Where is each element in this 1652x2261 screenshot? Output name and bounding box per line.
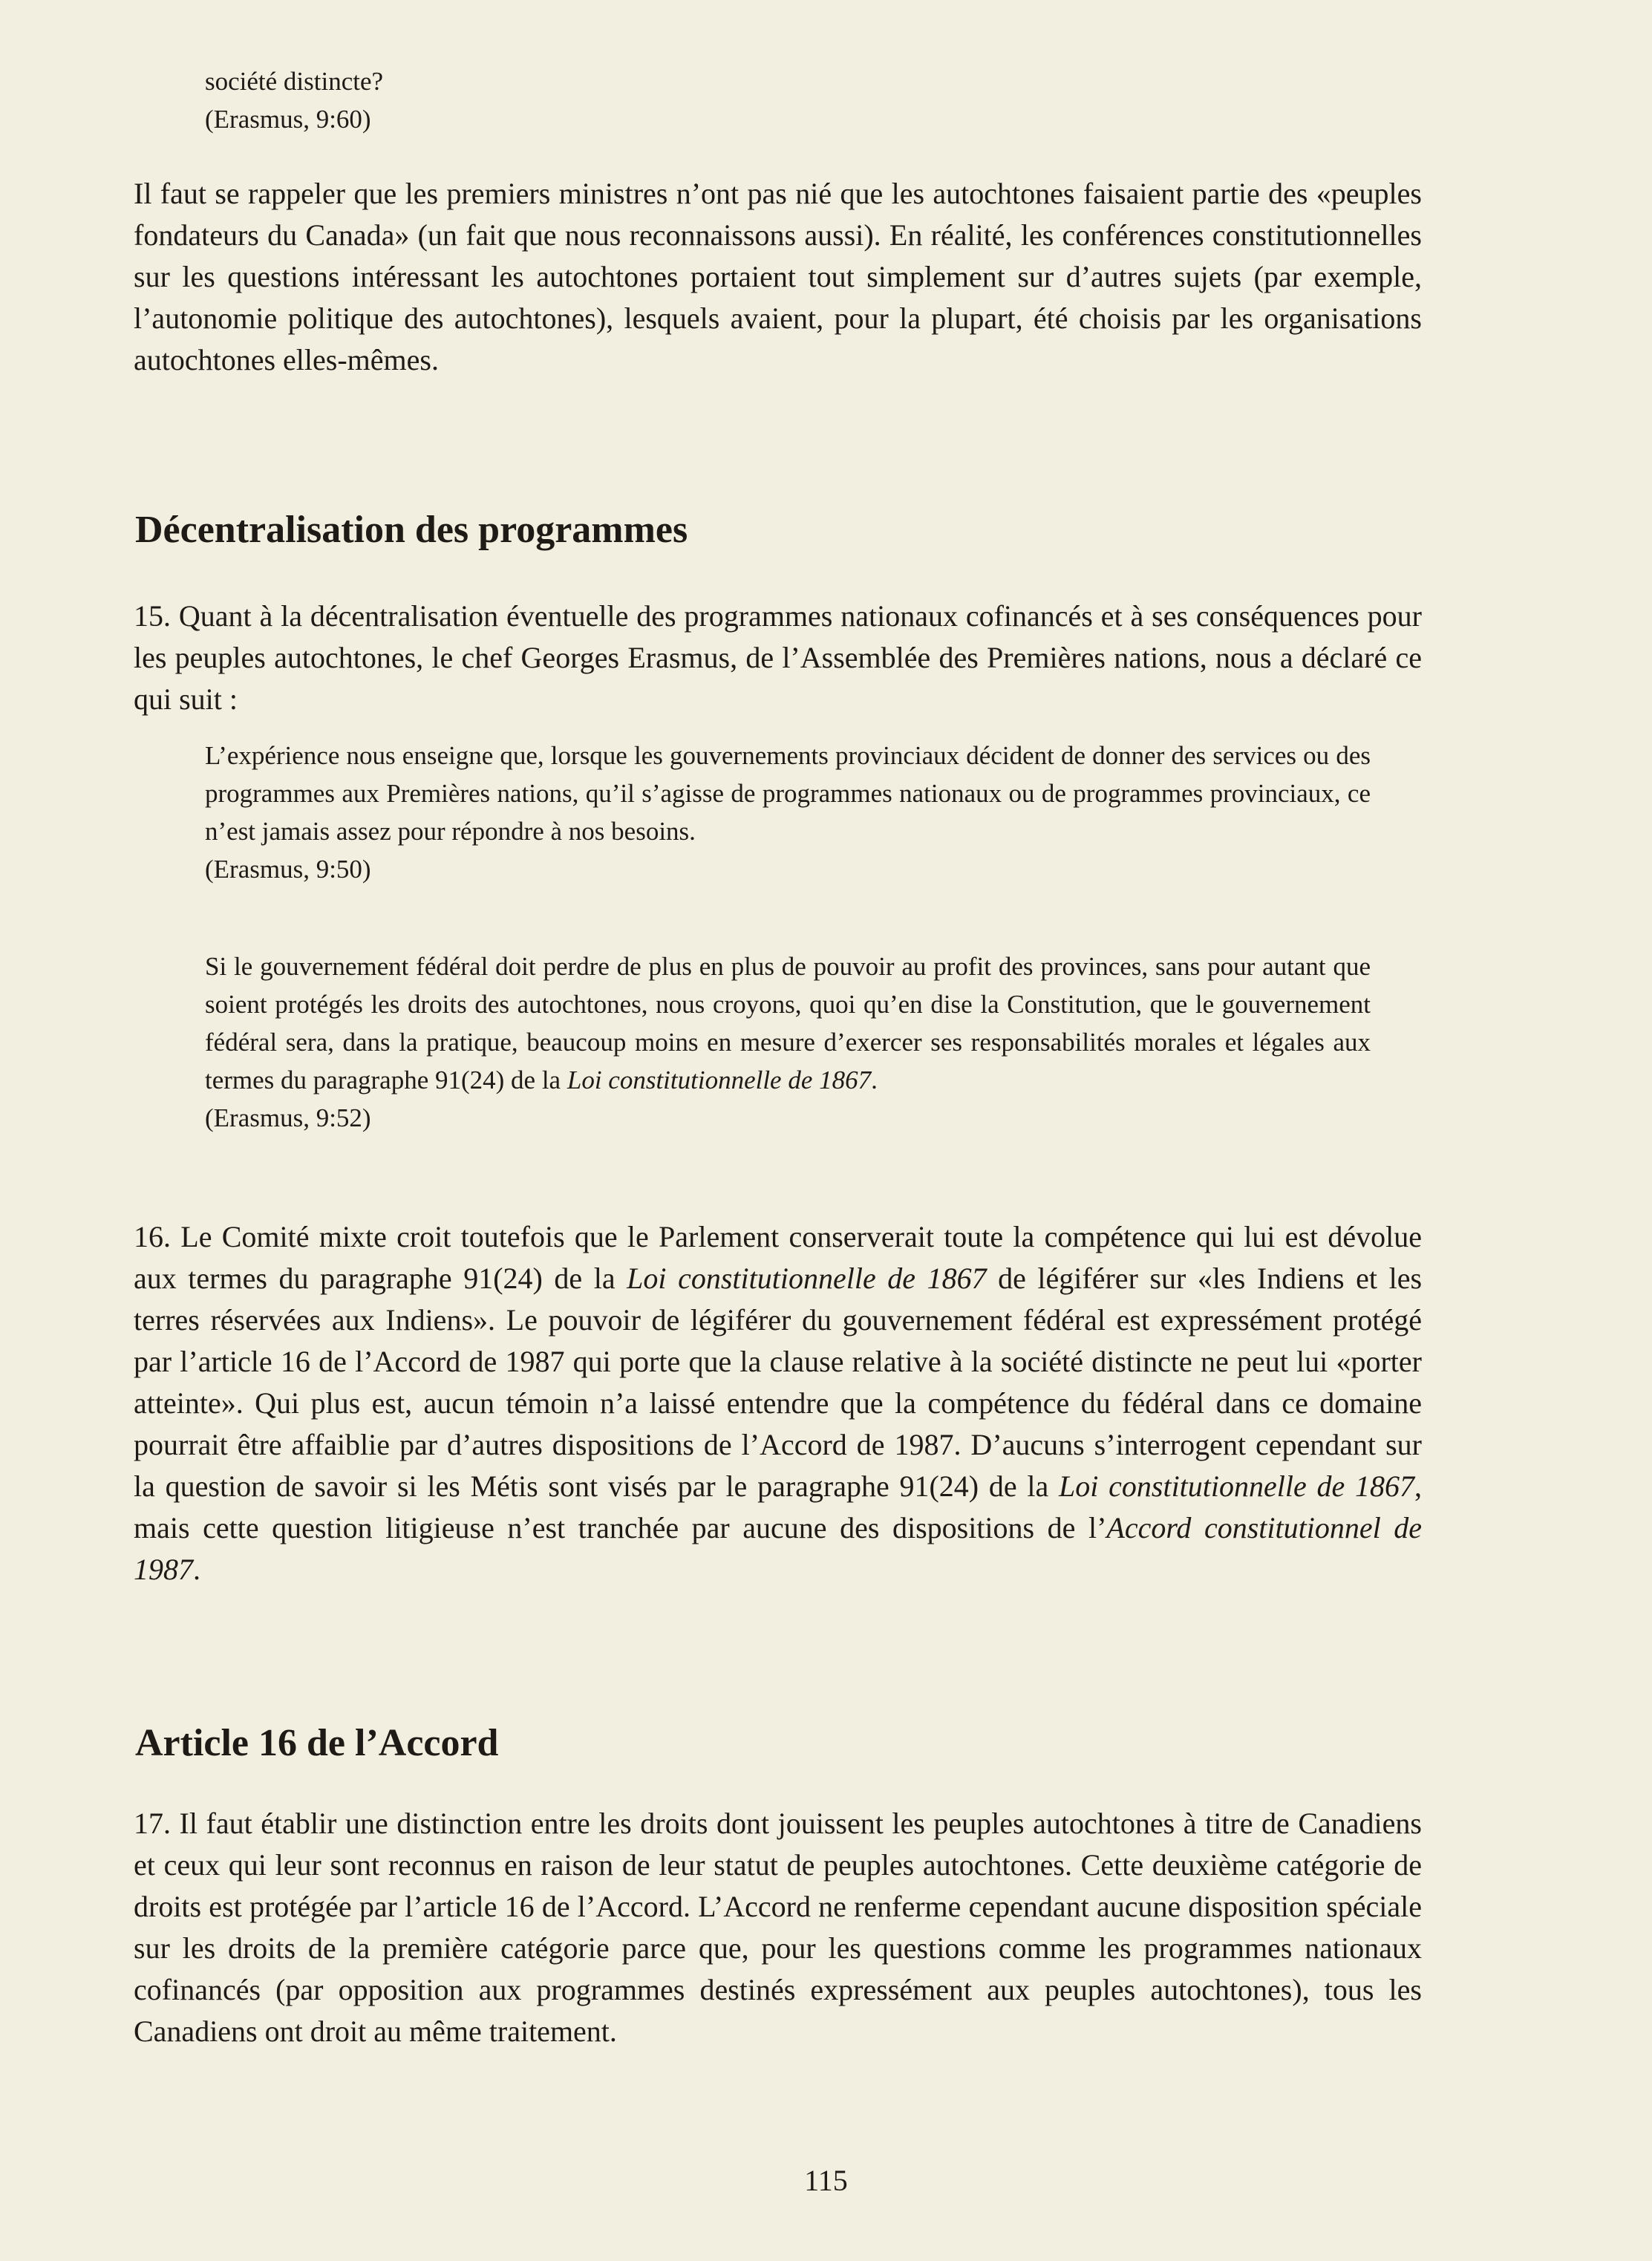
block-quote-2	[205, 947, 1371, 1137]
quote-text-end: .	[871, 1066, 878, 1094]
paragraph-text-part: de légiférer sur «les Indiens et les terres réservées aux Indiens». Le pouvoir de légiférer du gouvernement fédéral est expressément protégé par l’article 16 de l’Accord de 1987 qui porte que la clause relative à la société distincte ne peut lui «porter atteinte». Qui plus est, aucun témoin n’a laissé entendre que la compétence du fédéral dans ce domaine pourrait être affaiblie par d’autres dispositions de l’Accord de 1987. D’aucuns s’interrogent cependant sur la question de savoir si les Métis sont visés par le paragraphe 91(24) de la	[134, 1262, 1423, 1503]
paragraph-15	[134, 596, 1422, 720]
quote-top-citation: (Erasmus, 9:60)	[205, 105, 371, 134]
quote-text	[205, 947, 1371, 1099]
quote-italic-title: Loi constitutionnelle de 1867	[567, 1066, 872, 1094]
paragraph-text-part: 16. Le Comité mixte croit toutefois que le Parlement conserverait toute la compétence qui lui est dévolue aux termes du paragraphe 91(24) de la	[134, 1220, 1422, 1295]
paragraph-17	[134, 1803, 1422, 2052]
page-number: 115	[804, 2164, 848, 2197]
paragraph-16	[134, 1216, 1422, 1590]
quote-citation: (Erasmus, 9:50)	[205, 855, 371, 884]
quote-top-text: société distincte?	[205, 67, 384, 96]
paragraph-text	[134, 1216, 1422, 1590]
paragraph-text: 15. Quant à la décentralisation éventuelle des programmes nationaux cofinancés et à ses conséquences pour les peuples autochtones, le chef Georges Erasmus, de l’Assemblée des Premières nations, nous a déclaré ce qui suit :	[134, 599, 1422, 716]
section-heading-article-16: Article 16 de l’Accord	[135, 1722, 499, 1764]
block-quote-1	[205, 737, 1371, 888]
paragraph-14-continued	[134, 173, 1422, 381]
section-heading-decentralisation: Décentralisation des programmes	[135, 509, 688, 551]
quote-citation: (Erasmus, 9:52)	[205, 1103, 371, 1132]
paragraph-text: 17. Il faut établir une distinction entre les droits dont jouissent les peuples autochtones à titre de Canadiens et ceux qui leur sont reconnus en raison de leur statut de peuples autochtones. Cette deuxième catégorie de droits est protégée par l’article 16 de l’Accord. L’Accord ne renferme cependant aucune disposition spéciale sur les droits de la première catégorie parce que, pour les questions comme les programmes nationaux cofinancés (par opposition aux programmes destinés expressément aux peuples autochtones), tous les Canadiens ont droit au même traitement.	[134, 1807, 1422, 2048]
italic-law-title: Loi constitutionnelle de 1867	[1059, 1469, 1415, 1503]
quote-top	[205, 62, 1371, 138]
paragraph-text: Il faut se rappeler que les premiers ministres n’ont pas nié que les autochtones faisaient partie des «peuples fondateurs du Canada» (un fait que nous reconnaissons aussi). En réalité, les conférences constitutionnelles sur les questions intéressant les autochtones portaient tout simplement sur d’autres sujets (par exemple, l’autonomie politique des autochtones), lesquels avaient, pour la plupart, été choisis par les organisations autochtones elles-mêmes.	[134, 177, 1422, 376]
paragraph-text-part: .	[193, 1553, 200, 1586]
italic-accord-title: Accord constitutionnel de 1987	[134, 1511, 1423, 1586]
quote-text: L’expérience nous enseigne que, lorsque les gouvernements provinciaux décident de donner des services ou des programmes aux Premières nations, qu’il s’agisse de programmes nationaux ou de programmes provinciaux, ce n’est jamais assez pour répondre à nos besoins.	[205, 741, 1371, 846]
italic-law-title: Loi constitutionnelle de 1867	[627, 1262, 987, 1295]
quote-text-part: Si le gouvernement fédéral doit perdre de plus en plus de pouvoir au profit des provinces, sans pour autant que soient protégés les droits des autochtones, nous croyons, quoi qu’en dise la Constitution, que le gouvernement fédéral sera, dans la pratique, beaucoup moins en mesure d’exercer ses responsabilités morales et légales aux termes du paragraphe 91(24) de la	[205, 952, 1371, 1094]
paragraph-text-part: , mais cette question litigieuse n’est tranchée par aucune des dispositions de l’	[134, 1469, 1423, 1544]
